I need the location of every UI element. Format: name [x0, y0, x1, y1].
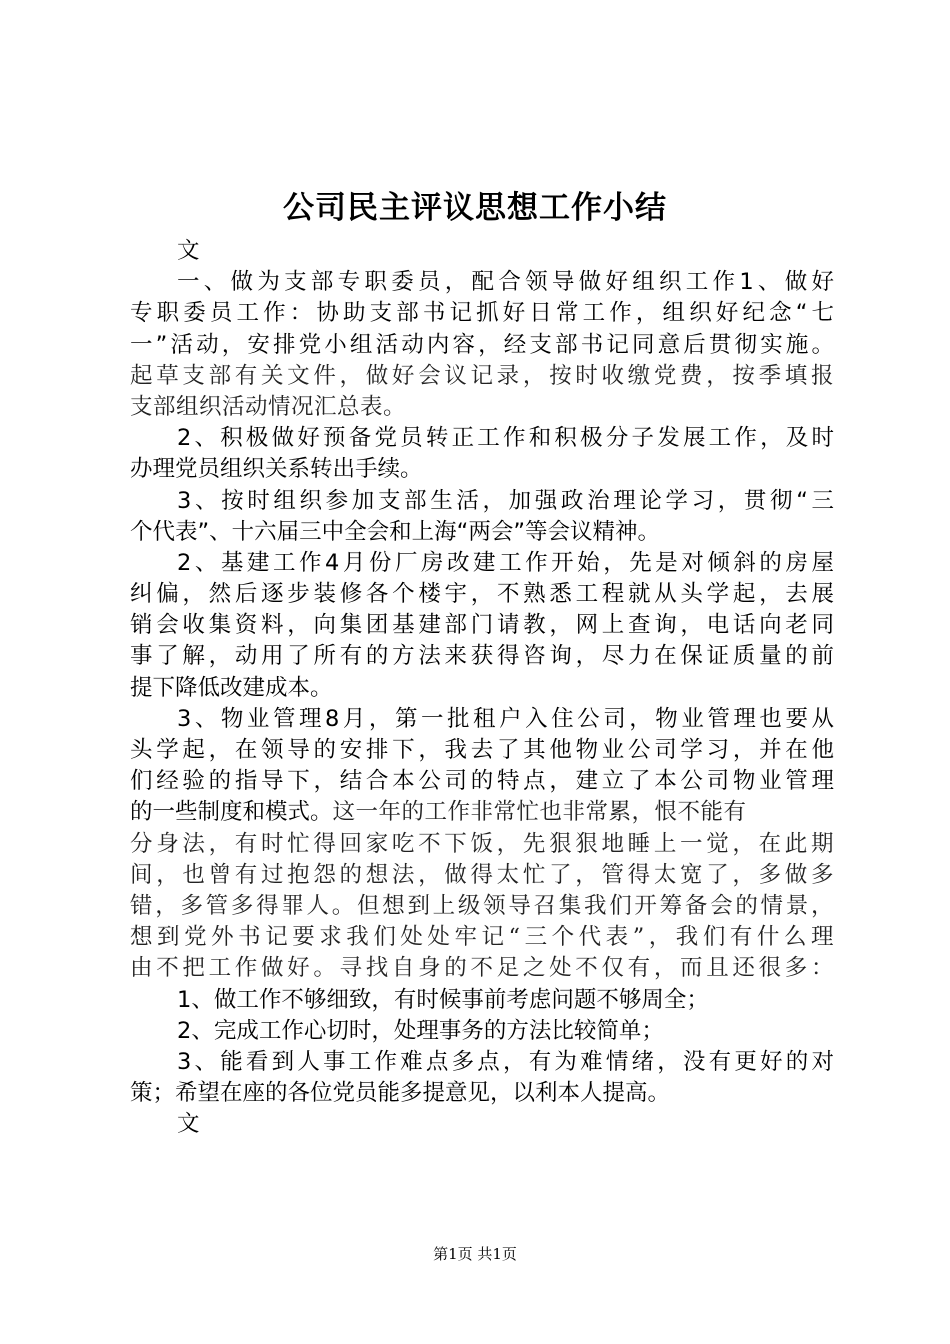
document-title: 公司民主评议思想工作小结: [283, 190, 667, 226]
text-line: [130, 392, 834, 423]
text-line: [130, 1078, 834, 1109]
text-line: [130, 1016, 834, 1047]
text-line-content: 3、能看到人事工作难点多点，有为难情绪，没有更好的对: [177, 1048, 834, 1075]
text-line: [130, 486, 834, 517]
text-line-content: 3、按时组织参加支部生活，加强政治理论学习，贯彻“三: [177, 487, 834, 514]
text-line-content: 2、完成工作心切时，处理事务的方法比较简单；: [177, 1017, 664, 1044]
text-line: [130, 267, 834, 298]
text-line: [130, 953, 834, 984]
text-line-content: 1、做工作不够细致，有时候事前考虑问题不够周全；: [177, 986, 709, 1013]
page-footer: 第1页 共1页: [433, 1245, 517, 1263]
text-line: [130, 517, 834, 548]
text-line: [130, 330, 834, 361]
text-line-content: 错，多管多得罪人。但想到上级领导召集我们开筹备会的情景，: [130, 892, 834, 919]
text-line-content: 支部组织活动情况汇总表。: [130, 393, 407, 420]
text-line-content: 2、积极做好预备党员转正工作和积极分子发展工作，及时: [177, 425, 834, 452]
text-line: [130, 766, 834, 797]
text-line-content: 专职委员工作：协助支部书记抓好日常工作，组织好纪念“七: [130, 300, 834, 327]
text-line-content: 3、物业管理8月，第一批租户入住公司，物业管理也要从: [177, 705, 834, 732]
text-line-content: 纠偏，然后逐步装修各个楼宇，不熟悉工程就从头学起，去展: [130, 581, 834, 608]
text-line: [130, 423, 834, 454]
text-line-content: 起草支部有关文件，做好会议记录，按时收缴党费，按季填报: [130, 362, 834, 389]
text-line: [130, 1047, 834, 1078]
text-line-content: 们经验的指导下，结合本公司的特点，建立了本公司物业管理: [130, 768, 834, 795]
text-line: [130, 735, 834, 766]
text-line-content: 的一些制度和模式。: [130, 799, 333, 826]
text-line-content: 文: [177, 1111, 200, 1138]
text-line: [130, 891, 834, 922]
text-line: [130, 922, 834, 953]
text-line-content: 个代表”、十六届三中全会和上海“两会”等会议精神。: [130, 518, 660, 545]
text-line-content: 一”活动，安排党小组活动内容，经支部书记同意后贯彻实施。: [130, 331, 834, 358]
text-line: [130, 704, 834, 735]
text-line: [130, 797, 834, 828]
text-line: [130, 829, 834, 860]
text-line: [130, 860, 834, 891]
document-body: [130, 236, 834, 1140]
text-line-content: 提下降低改建成本。: [130, 674, 333, 701]
text-line: [130, 236, 834, 267]
text-line: [130, 361, 834, 392]
text-line: [130, 641, 834, 672]
text-line: [130, 1109, 834, 1140]
text-line-content: 间，也曾有过抱怨的想法，做得太忙了，管得太宽了，多做多: [130, 861, 834, 888]
text-line: [130, 610, 834, 641]
text-line-content: 头学起，在领导的安排下，我去了其他物业公司学习，并在他: [130, 737, 834, 763]
text-line-content: 策；希望在座的各位党员能多提意见，以利本人提高。: [130, 1080, 671, 1107]
text-line-content: 分身法，有时忙得回家吃不下饭，先狠狠地睡上一觉，在此期: [130, 830, 834, 857]
text-line-tail: 这一年的工作非常忙也非常累，恨不能有: [332, 799, 747, 826]
text-line-content: 想到党外书记要求我们处处牢记“三个代表”，我们有什么理: [130, 924, 834, 951]
text-line-content: 事了解，动用了所有的方法来获得咨询，尽力在保证质量的前: [130, 643, 834, 670]
text-line: [130, 454, 834, 485]
text-line-content: 2、基建工作4月份厂房改建工作开始，先是对倾斜的房屋: [177, 549, 834, 576]
text-line: [130, 985, 834, 1016]
text-line-content: 一、做为支部专职委员，配合领导做好组织工作1、做好: [177, 269, 834, 296]
text-line-content: 由不把工作做好。寻找自身的不足之处不仅有，而且还很多：: [130, 955, 834, 982]
text-line-content: 销会收集资料，向集团基建部门请教，网上查询，电话向老同: [130, 612, 834, 639]
text-line: [130, 579, 834, 610]
text-line: [130, 673, 834, 704]
text-line: [130, 548, 834, 579]
text-line-content: 文: [177, 238, 200, 264]
text-line-content: 办理党员组织关系转出手续。: [130, 456, 423, 483]
text-line: [130, 298, 834, 329]
